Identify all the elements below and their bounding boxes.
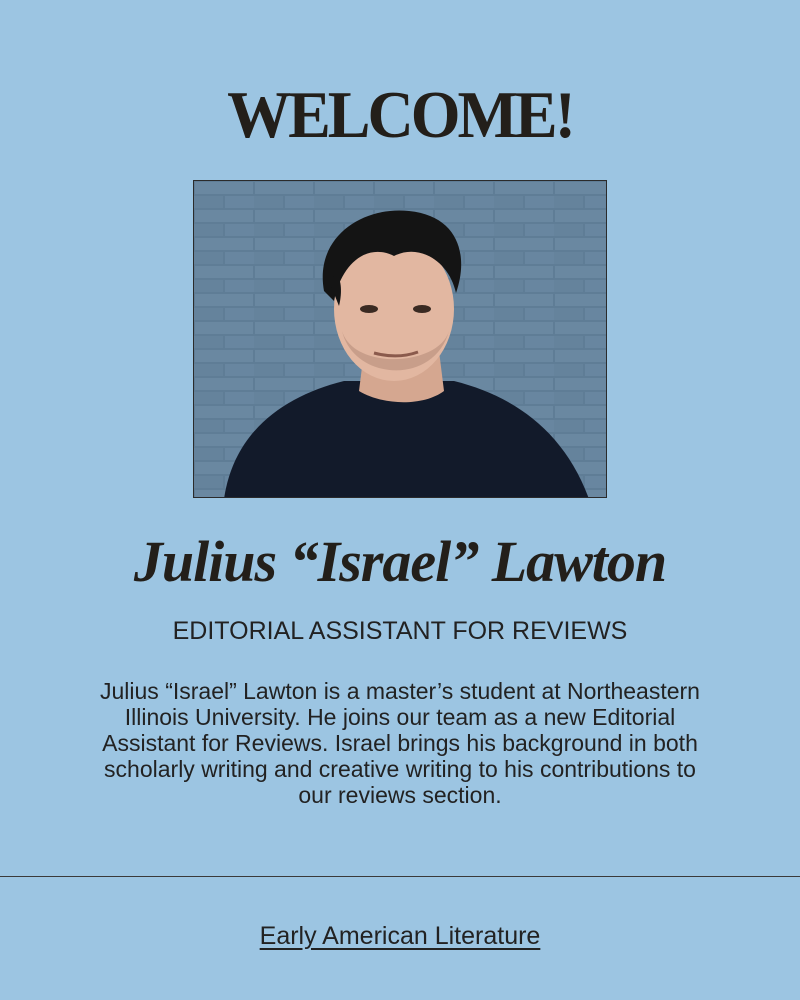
journal-link[interactable]: Early American Literature [259, 922, 541, 950]
person-role: EDITORIAL ASSISTANT FOR REVIEWS [172, 617, 628, 645]
divider [0, 876, 800, 877]
portrait-photo [193, 180, 607, 498]
page-title: WELCOME! [227, 77, 573, 152]
person-bio: Julius “Israel” Lawton is a master’s student at Northeastern Illinois University. He joins our team as a new Editorial Assistant for Reviews. Israel brings his background in both scholarly writing and creative writing to his contributions to our reviews section. [100, 678, 700, 808]
person-name: Julius “Israel” Lawton [133, 529, 667, 594]
